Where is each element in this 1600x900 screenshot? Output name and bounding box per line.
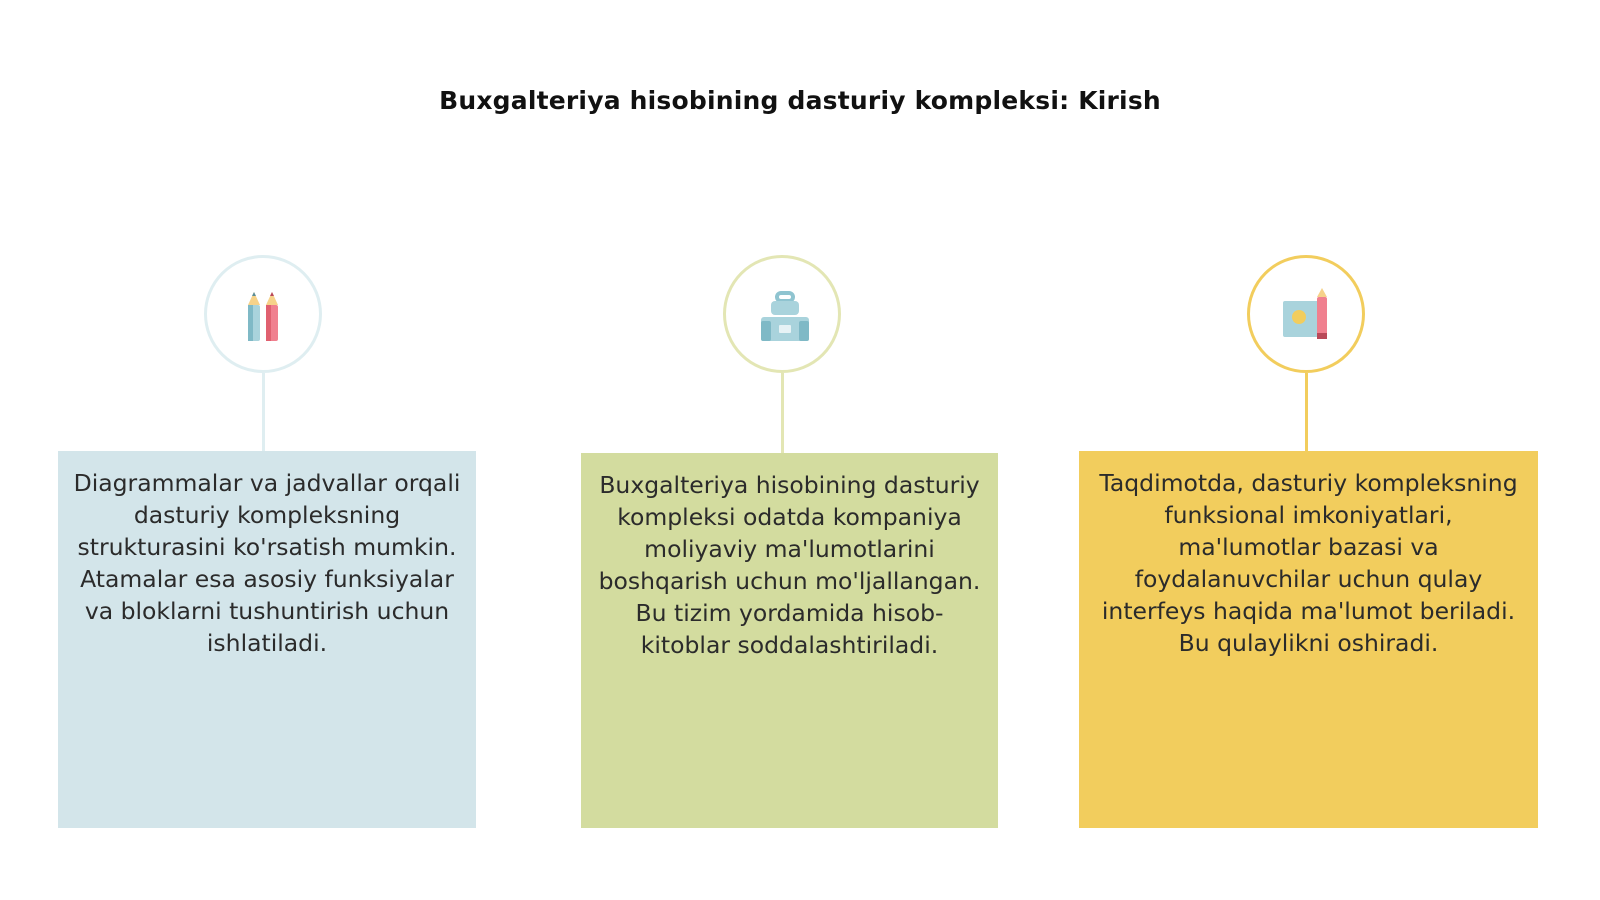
connector-line-1 [262, 373, 265, 451]
info-card-3 [1079, 451, 1538, 828]
info-card-1 [58, 451, 476, 828]
page-title: Buxgalteriya hisobining dasturiy kompleksi: Kirish [439, 86, 1161, 115]
info-card-2-text: Buxgalteriya hisobining dasturiy kompleksi odatda kompaniya moliyaviy ma'lumotlarini boshqarish uchun mo'ljallangan. Bu tizim yordamida hisob-kitoblar soddalashtiriladi. [598, 471, 981, 659]
connector-line-3 [1305, 373, 1308, 451]
info-card-1-text: Diagrammalar va jadvallar orqali dasturiy kompleksning strukturasini ko'rsatish mumkin. Atamalar esa asosiy funksiyalar va bloklarni tushuntirish uchun ishlatiladi. [73, 469, 461, 657]
info-card-2 [581, 453, 998, 828]
icon-circle-1 [204, 255, 322, 373]
icon-circle-2 [723, 255, 841, 373]
info-card-3-text: Taqdimotda, dasturiy kompleksning funksional imkoniyatlari, ma'lumotlar bazasi va foydalanuvchilar uchun qulay interfeys haqida ma'lumot beriladi. Bu qulaylikni oshiradi. [1099, 469, 1518, 657]
pencils-icon [236, 287, 296, 347]
drawing-pencil-icon [1279, 287, 1339, 347]
backpack-icon [755, 287, 815, 347]
connector-line-2 [781, 373, 784, 453]
icon-circle-3 [1247, 255, 1365, 373]
